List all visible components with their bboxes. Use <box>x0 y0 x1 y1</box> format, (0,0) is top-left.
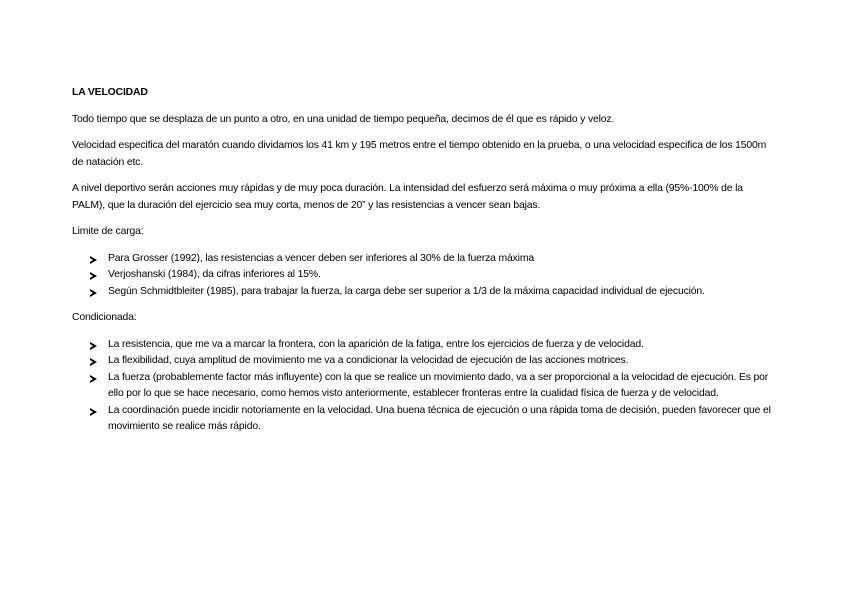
list-item <box>72 284 772 301</box>
arrowhead-bullet-icon <box>90 408 97 416</box>
paragraph-sport-level: A nivel deportivo serán acciones muy rápidas y de muy poca duración. La intensidad del esfuerzo será máxima o muy próxima a ella (95%-100% de la PALM), que la duración del ejercicio sea muy corta, menos de 20” y las resistencias a vencer sean bajas. <box>72 183 743 211</box>
list-item <box>72 370 772 403</box>
list-item <box>72 403 772 436</box>
document-body <box>72 85 772 446</box>
arrowhead-bullet-icon <box>90 289 97 297</box>
list-item <box>72 353 772 370</box>
arrowhead-bullet-icon <box>90 342 97 350</box>
arrowhead-bullet-icon <box>90 256 97 264</box>
limite-list <box>72 251 772 301</box>
condicionada-heading: Condicionada: <box>72 312 137 323</box>
arrowhead-bullet-icon <box>90 375 97 383</box>
paragraph-specific-speed: Velocidad especifica del maratón cuando dividamos los 41 km y 195 metros entre el tiempo obtenido en la prueba, o una velocidad especifica de los 1500m de natación etc. <box>72 140 767 168</box>
paragraph-definition: Todo tiempo que se desplaza de un punto a otro, en una unidad de tiempo pequeña, decimos de él que es rápido y veloz. <box>72 113 615 125</box>
list-item <box>72 251 772 268</box>
list-item-text: La fuerza (probablemente factor más influyente) con la que se realice un movimiento dado, va a ser proporcional a la velocidad de ejecución. Es por ello por lo que se hace necesario, como hemos visto anteriormente, establecer fronteras entre la cualidad física de fuerza y de velocidad. <box>108 371 769 399</box>
limite-heading: Limite de carga: <box>72 226 144 237</box>
arrowhead-bullet-icon <box>90 358 97 366</box>
list-item-text: La coordinación puede incidir notoriamente en la velocidad. Una buena técnica de ejecución o una rápida toma de decisión, pueden favorecer que el movimiento se realice más rápido. <box>108 404 771 432</box>
list-item-text: La flexibilidad, cuya amplitud de movimiento me va a condicionar la velocidad de ejecución de las acciones motrices. <box>108 355 629 366</box>
document-title: LA VELOCIDAD <box>72 87 148 98</box>
arrowhead-bullet-icon <box>90 272 97 280</box>
list-item-text: Verjoshanski (1984), da cifras inferiores al 15%. <box>108 269 321 280</box>
list-item-text: Según Schmidtbleiter (1985), para trabajar la fuerza, la carga debe ser superior a 1/3 de la máxima capacidad individual de ejecución. <box>108 285 705 297</box>
list-item-text: La resistencia, que me va a marcar la frontera, con la aparición de la fatiga, entre los ejercicios de fuerza y de velocidad. <box>108 338 644 350</box>
condicionada-list <box>72 337 772 436</box>
list-item <box>72 337 772 354</box>
list-item <box>72 267 772 284</box>
list-item-text: Para Grosser (1992), las resistencias a vencer deben ser inferiores al 30% de la fuerza máxima <box>108 252 534 264</box>
